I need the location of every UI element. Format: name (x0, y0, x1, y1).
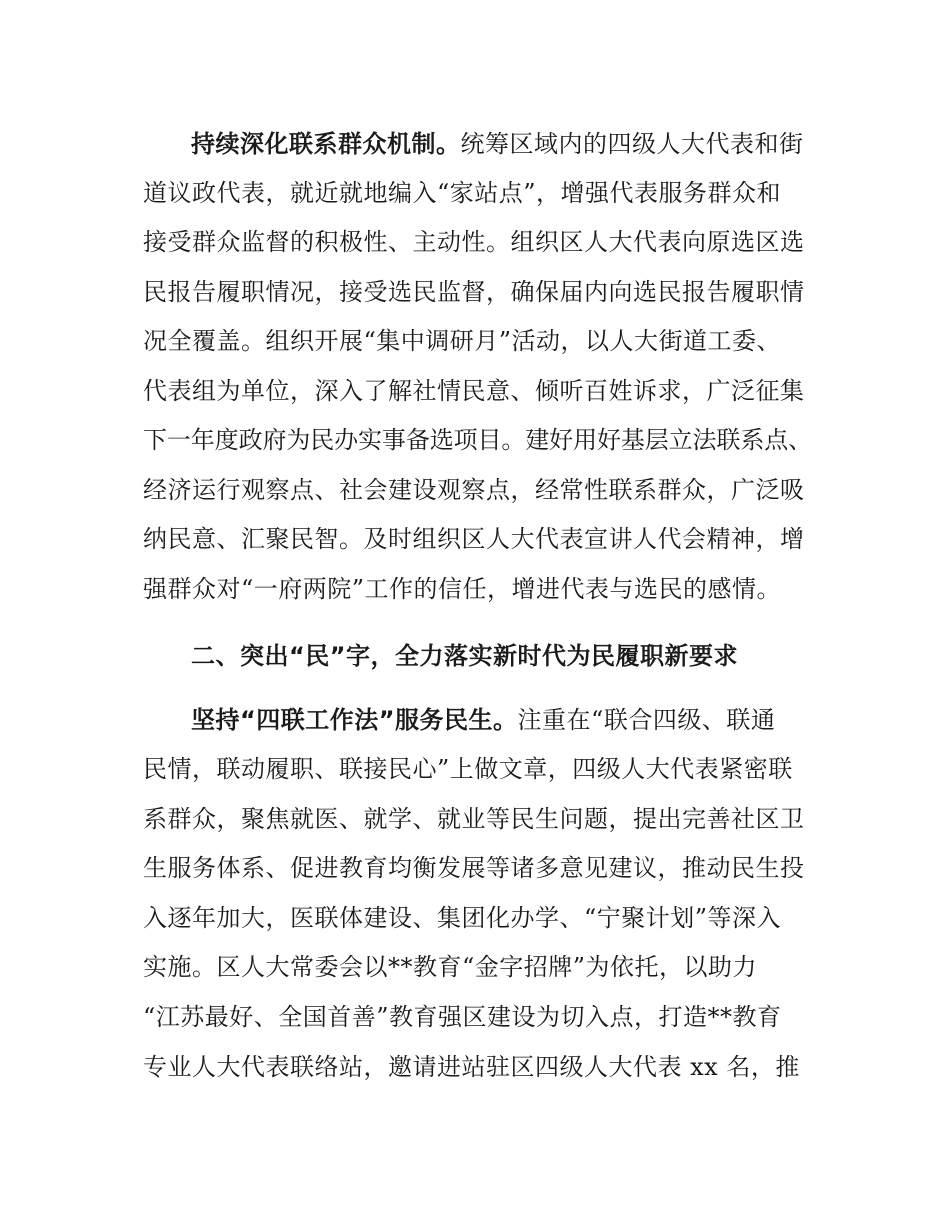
paragraph-1-line-9: 纳民意、汇聚民智。及时组织区人大代表宣讲人代会精神，增 (143, 525, 805, 553)
paragraph-1-line-1 (191, 128, 804, 160)
paragraph-2-line-1-text: 注重在“联合四级、联通 (517, 706, 776, 734)
paragraph-2-line-3: 系群众，聚焦就医、就学、就业等民生问题，提出完善社区卫 (143, 805, 805, 833)
paragraph-1-line-6: 代表组为单位，深入了解社情民意、倾听百姓诉求，广泛征集 (143, 377, 805, 405)
paragraph-2-line-2: 民情，联动履职、联接民心”上做文章，四级人大代表紧密联 (143, 755, 793, 783)
paragraph-1-lead: 持续深化联系群众机制。 (191, 130, 461, 158)
paragraph-2-lead: 坚持“四联工作法”服务民生。 (191, 706, 518, 734)
paragraph-2-line-1 (191, 704, 775, 736)
paragraph-1-line-10: 强群众对“一府两院”工作的信任，增进代表与选民的感情。 (143, 575, 782, 603)
section-heading: 二、突出“民”字，全力落实新时代为民履职新要求 (191, 642, 739, 670)
paragraph-1-line-8: 经济运行观察点、社会建设观察点，经常性联系群众，广泛吸 (143, 476, 805, 504)
paragraph-2-line-7: “江苏最好、全国首善”教育强区建设为切入点，打造**教育 (143, 1003, 782, 1031)
paragraph-1-line-3: 接受群众监督的积极性、主动性。组织区人大代表向原选区选 (143, 228, 805, 256)
paragraph-1-line-5: 况全覆盖。组织开展“集中调研月”活动，以人大街道工委、 (143, 327, 782, 355)
paragraph-1-line-2: 道议政代表，就近就地编入“家站点”，增强代表服务群众和 (143, 179, 782, 207)
paragraph-2-line-8: 专业人大代表联络站，邀请进站驻区四级人大代表 xx 名，推 (143, 1053, 800, 1081)
paragraph-1-line-1-text: 统筹区域内的四级人大代表和街 (460, 130, 804, 158)
paragraph-1-line-4: 民报告履职情况，接受选民监督，确保届内向选民报告履职情 (143, 278, 805, 306)
paragraph-2-line-5: 入逐年加大，医联体建设、集团化办学、“宁聚计划”等深入 (143, 904, 782, 932)
paragraph-2-line-4: 生服务体系、促进教育均衡发展等诸多意见建议，推动民生投 (143, 854, 805, 882)
paragraph-2-line-6: 实施。区人大常委会以**教育“金字招牌”为依托，以助力 (143, 953, 758, 981)
paragraph-1-line-7: 下一年度政府为民办实事备选项目。建好用好基层立法联系点、 (143, 426, 812, 454)
